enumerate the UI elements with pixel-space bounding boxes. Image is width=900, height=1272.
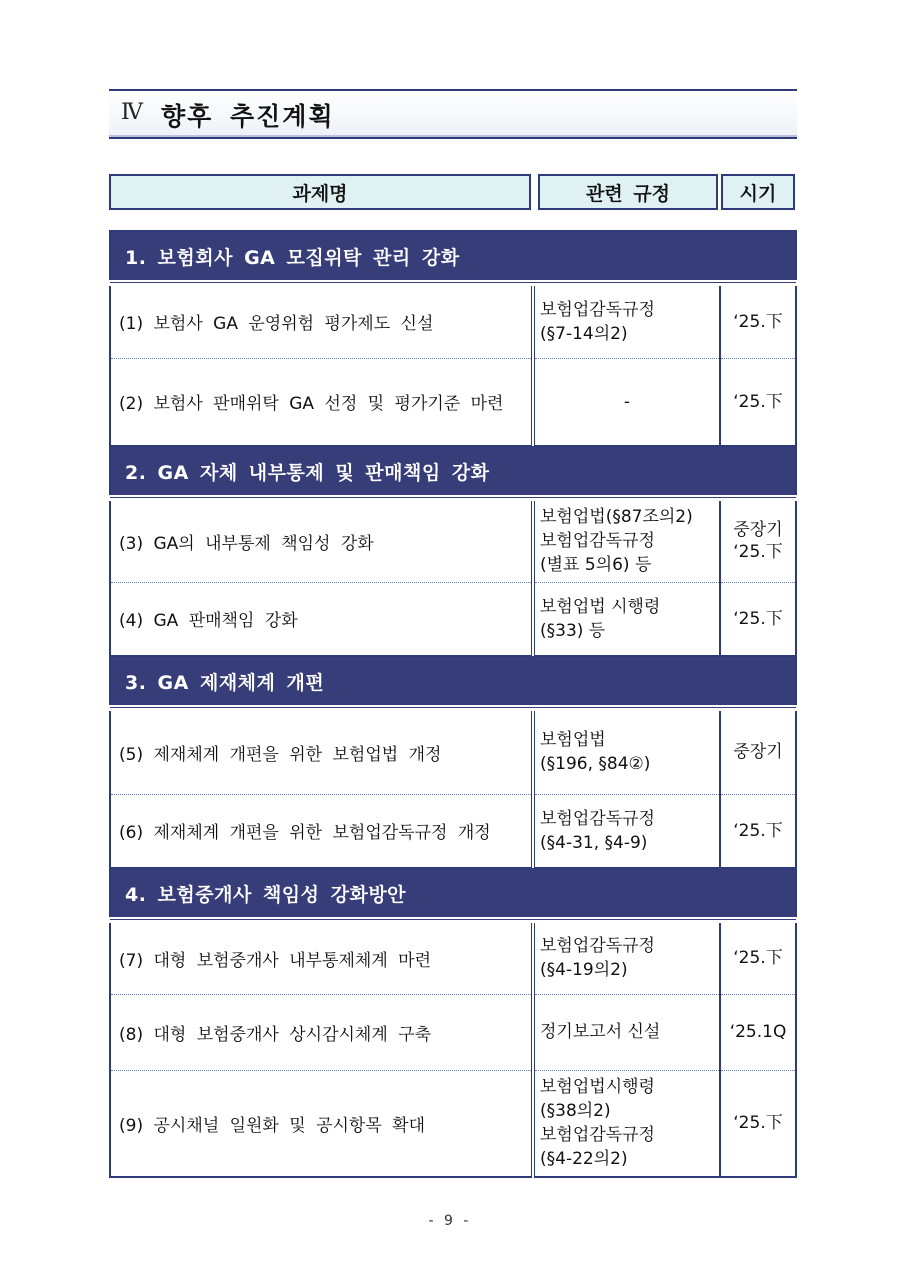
column-header-regulation: 관련 규정 — [538, 174, 718, 210]
task-timing — [720, 582, 796, 656]
task-regulation — [533, 498, 720, 582]
task-regulation — [533, 582, 720, 656]
regulation-line: (§38의2) — [540, 1101, 611, 1122]
timing-line: ‘25.下 — [733, 948, 783, 969]
task-timing — [720, 358, 796, 446]
task-regulation — [533, 283, 720, 358]
task-regulation — [533, 994, 720, 1070]
task-timing — [720, 498, 796, 582]
regulation-line: 보험업법 — [540, 730, 606, 751]
timing-line: ‘25.下 — [733, 820, 783, 841]
task-timing — [720, 994, 796, 1070]
section-number: Ⅳ — [121, 100, 145, 125]
category-row — [110, 446, 796, 498]
task-row — [110, 283, 796, 358]
task-row — [110, 708, 796, 794]
timing-line: 중장기 — [733, 520, 783, 541]
task-name: (8) 대형 보험중개사 상시감시체계 구축 — [110, 994, 533, 1070]
regulation-line: (별표 5의6) 등 — [540, 555, 652, 576]
regulation-line: (§196, §84②) — [540, 754, 651, 775]
page-number: - 9 - — [428, 1213, 472, 1229]
task-name: (3) GA의 내부통제 책임성 강화 — [110, 498, 533, 582]
regulation-line: 보험업법시행령 — [540, 1077, 655, 1098]
timing-line: ‘25.下 — [733, 311, 783, 332]
column-header-timing: 시기 — [721, 174, 795, 210]
section-title: 향후 추진계획 — [161, 102, 335, 131]
task-row — [110, 794, 796, 868]
task-name: (1) 보험사 GA 운영위험 평가제도 신설 — [110, 283, 533, 358]
category-title: 2. GA 자체 내부통제 및 판매책임 강화 — [110, 446, 796, 498]
task-row — [110, 582, 796, 656]
regulation-line: 보험업감독규정 — [540, 936, 655, 957]
timing-line: 중장기 — [733, 742, 783, 763]
task-regulation — [533, 794, 720, 868]
category-row — [110, 656, 796, 708]
plan-table — [109, 230, 797, 1178]
regulation-line: 보험업감독규정 — [540, 1125, 655, 1146]
regulation-line: 정기보고서 신설 — [540, 1022, 661, 1042]
regulation-line: (§4-22의2) — [540, 1149, 628, 1170]
task-regulation — [533, 358, 720, 446]
category-title: 3. GA 제재체계 개편 — [110, 656, 796, 708]
regulation-line: 보험업감독규정 — [540, 531, 655, 552]
regulation-line: 보험업법(§87조의2) — [540, 507, 693, 528]
category-title: 1. 보험회사 GA 모집위탁 관리 강화 — [110, 231, 796, 283]
column-header-task: 과제명 — [109, 174, 531, 210]
category-row — [110, 868, 796, 920]
regulation-line: 보험업감독규정 — [540, 299, 655, 320]
task-regulation — [533, 708, 720, 794]
regulation-line: (§33) 등 — [540, 620, 606, 641]
timing-line: ‘25.下 — [733, 542, 783, 563]
task-name: (4) GA 판매책임 강화 — [110, 582, 533, 656]
category-row — [110, 231, 796, 283]
category-title: 4. 보험중개사 책임성 강화방안 — [110, 868, 796, 920]
regulation-line: 보험업감독규정 — [540, 808, 655, 829]
timing-line: ‘25.下 — [733, 608, 783, 629]
task-row — [110, 358, 796, 446]
timing-line: ‘25.1Q — [729, 1022, 787, 1042]
task-name: (2) 보험사 판매위탁 GA 선정 및 평가기준 마련 — [110, 358, 533, 446]
task-regulation — [533, 1070, 720, 1177]
task-row — [110, 498, 796, 582]
timing-line: ‘25.下 — [733, 391, 783, 412]
task-row — [110, 920, 796, 994]
task-timing — [720, 1070, 796, 1177]
regulation-line: - — [623, 391, 631, 412]
task-name: (6) 제재체계 개편을 위한 보험업감독규정 개정 — [110, 794, 533, 868]
regulation-line: (§4-19의2) — [540, 960, 628, 981]
regulation-line: 보험업법 시행령 — [540, 596, 661, 617]
task-name: (9) 공시채널 일원화 및 공시항목 확대 — [119, 1115, 426, 1136]
task-name: (7) 대형 보험중개사 내부통제체계 마련 — [110, 920, 533, 994]
task-row — [110, 994, 796, 1070]
task-timing — [720, 794, 796, 868]
regulation-line: (§7-14의2) — [540, 323, 628, 344]
task-regulation — [533, 920, 720, 994]
task-row — [110, 1070, 796, 1177]
section-header — [109, 89, 797, 139]
task-timing — [720, 920, 796, 994]
regulation-line: (§4-31, §4-9) — [540, 832, 648, 853]
timing-line: ‘25.下 — [733, 1113, 783, 1134]
task-name: (5) 제재체계 개편을 위한 보험업법 개정 — [110, 708, 533, 794]
task-timing — [720, 708, 796, 794]
task-timing — [720, 283, 796, 358]
